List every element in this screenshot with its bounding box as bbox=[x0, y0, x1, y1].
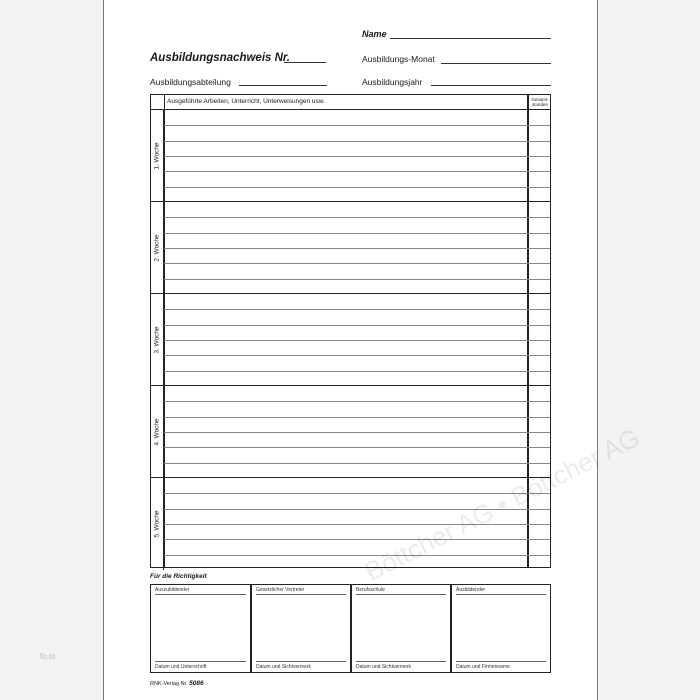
signature-box-caption: Datum und Firmenname bbox=[456, 664, 510, 670]
week-label-cell bbox=[151, 202, 164, 294]
entry-line[interactable] bbox=[164, 555, 550, 556]
signature-top-line bbox=[456, 594, 546, 595]
week-label: 2. Woche bbox=[153, 234, 161, 262]
entry-line[interactable] bbox=[164, 171, 550, 172]
week-block bbox=[151, 109, 550, 201]
entry-line[interactable] bbox=[164, 325, 550, 326]
week-label: 1. Woche bbox=[153, 142, 161, 170]
signature-box-trainer[interactable] bbox=[451, 584, 551, 673]
confirmation-heading: Für die Richtigkeit bbox=[150, 573, 207, 580]
signature-top-line bbox=[356, 594, 446, 595]
form-number: 5086 bbox=[189, 680, 204, 687]
activities-column-header: Ausgeführte Arbeiten, Unterricht, Unterweisungen usw. bbox=[167, 98, 325, 105]
jahr-label: Ausbildungsjahr bbox=[362, 77, 423, 87]
hours-column-header: Gesamt-stunden bbox=[531, 97, 549, 107]
signature-top-line bbox=[155, 594, 246, 595]
entry-line[interactable] bbox=[164, 248, 550, 249]
signature-top-line bbox=[256, 594, 346, 595]
entry-line[interactable] bbox=[164, 417, 550, 418]
signature-box-caption: Datum und Sichtvermerk bbox=[256, 664, 312, 670]
monat-field-line[interactable] bbox=[441, 63, 551, 64]
signature-box-caption: Datum und Sichtvermerk bbox=[356, 664, 412, 670]
form-title: Ausbildungsnachweis Nr. bbox=[150, 52, 290, 64]
signature-box-label: Berufsschule bbox=[356, 587, 385, 593]
signature-bottom-line bbox=[356, 661, 446, 662]
week-label-cell bbox=[151, 478, 164, 570]
entry-line[interactable] bbox=[164, 125, 550, 126]
watermark-text: Böttcher AG • Böttcher AG bbox=[360, 422, 645, 587]
entry-line[interactable] bbox=[164, 263, 550, 264]
week-block bbox=[151, 201, 550, 293]
entry-line[interactable] bbox=[164, 463, 550, 464]
entry-line[interactable] bbox=[164, 401, 550, 402]
name-label: Name bbox=[362, 29, 387, 39]
signature-box-trainee[interactable] bbox=[150, 584, 251, 673]
signature-box-label: Gesetzlicher Vertreter bbox=[256, 587, 305, 593]
signature-bottom-line bbox=[256, 661, 346, 662]
signature-box-label: Ausbildender bbox=[456, 587, 486, 593]
entry-line[interactable] bbox=[164, 187, 550, 188]
name-field-line[interactable] bbox=[390, 38, 551, 39]
week-block bbox=[151, 293, 550, 385]
signature-bottom-line bbox=[456, 661, 546, 662]
week-label-cell bbox=[151, 386, 164, 478]
entry-line[interactable] bbox=[164, 432, 550, 433]
week-label: 4. Woche bbox=[153, 418, 161, 446]
abteilung-label: Ausbildungsabteilung bbox=[150, 77, 231, 87]
week-label: 5. Woche bbox=[153, 510, 161, 538]
jahr-field-line[interactable] bbox=[431, 85, 551, 86]
signature-bottom-line bbox=[155, 661, 246, 662]
entry-line[interactable] bbox=[164, 309, 550, 310]
entry-line[interactable] bbox=[164, 447, 550, 448]
publisher-name: RNK-Verlag bbox=[150, 681, 180, 687]
entry-line[interactable] bbox=[164, 340, 550, 341]
entry-line[interactable] bbox=[164, 156, 550, 157]
entry-line[interactable] bbox=[164, 141, 550, 142]
entry-line[interactable] bbox=[164, 233, 550, 234]
form-number-label: Nr. bbox=[180, 681, 188, 687]
abteilung-field-line[interactable] bbox=[239, 85, 327, 86]
week-label-cell bbox=[151, 110, 164, 202]
signature-box-guardian[interactable] bbox=[251, 584, 351, 673]
week-label: 3. Woche bbox=[153, 326, 161, 354]
form-footer bbox=[150, 680, 204, 687]
entry-line[interactable] bbox=[164, 539, 550, 540]
signature-box-caption: Datum und Unterschrift bbox=[155, 664, 207, 670]
monat-label: Ausbildungs-Monat bbox=[362, 54, 435, 64]
week-label-cell bbox=[151, 294, 164, 386]
side-watermark: fo.to bbox=[40, 652, 56, 661]
week-block bbox=[151, 385, 550, 477]
entry-line[interactable] bbox=[164, 279, 550, 280]
entry-line[interactable] bbox=[164, 355, 550, 356]
entry-line[interactable] bbox=[164, 371, 550, 372]
number-field-line[interactable] bbox=[284, 62, 326, 63]
form-sheet bbox=[103, 0, 598, 700]
entry-line[interactable] bbox=[164, 217, 550, 218]
signature-box-school[interactable] bbox=[351, 584, 451, 673]
signature-box-label: Auszubildender bbox=[155, 587, 190, 593]
